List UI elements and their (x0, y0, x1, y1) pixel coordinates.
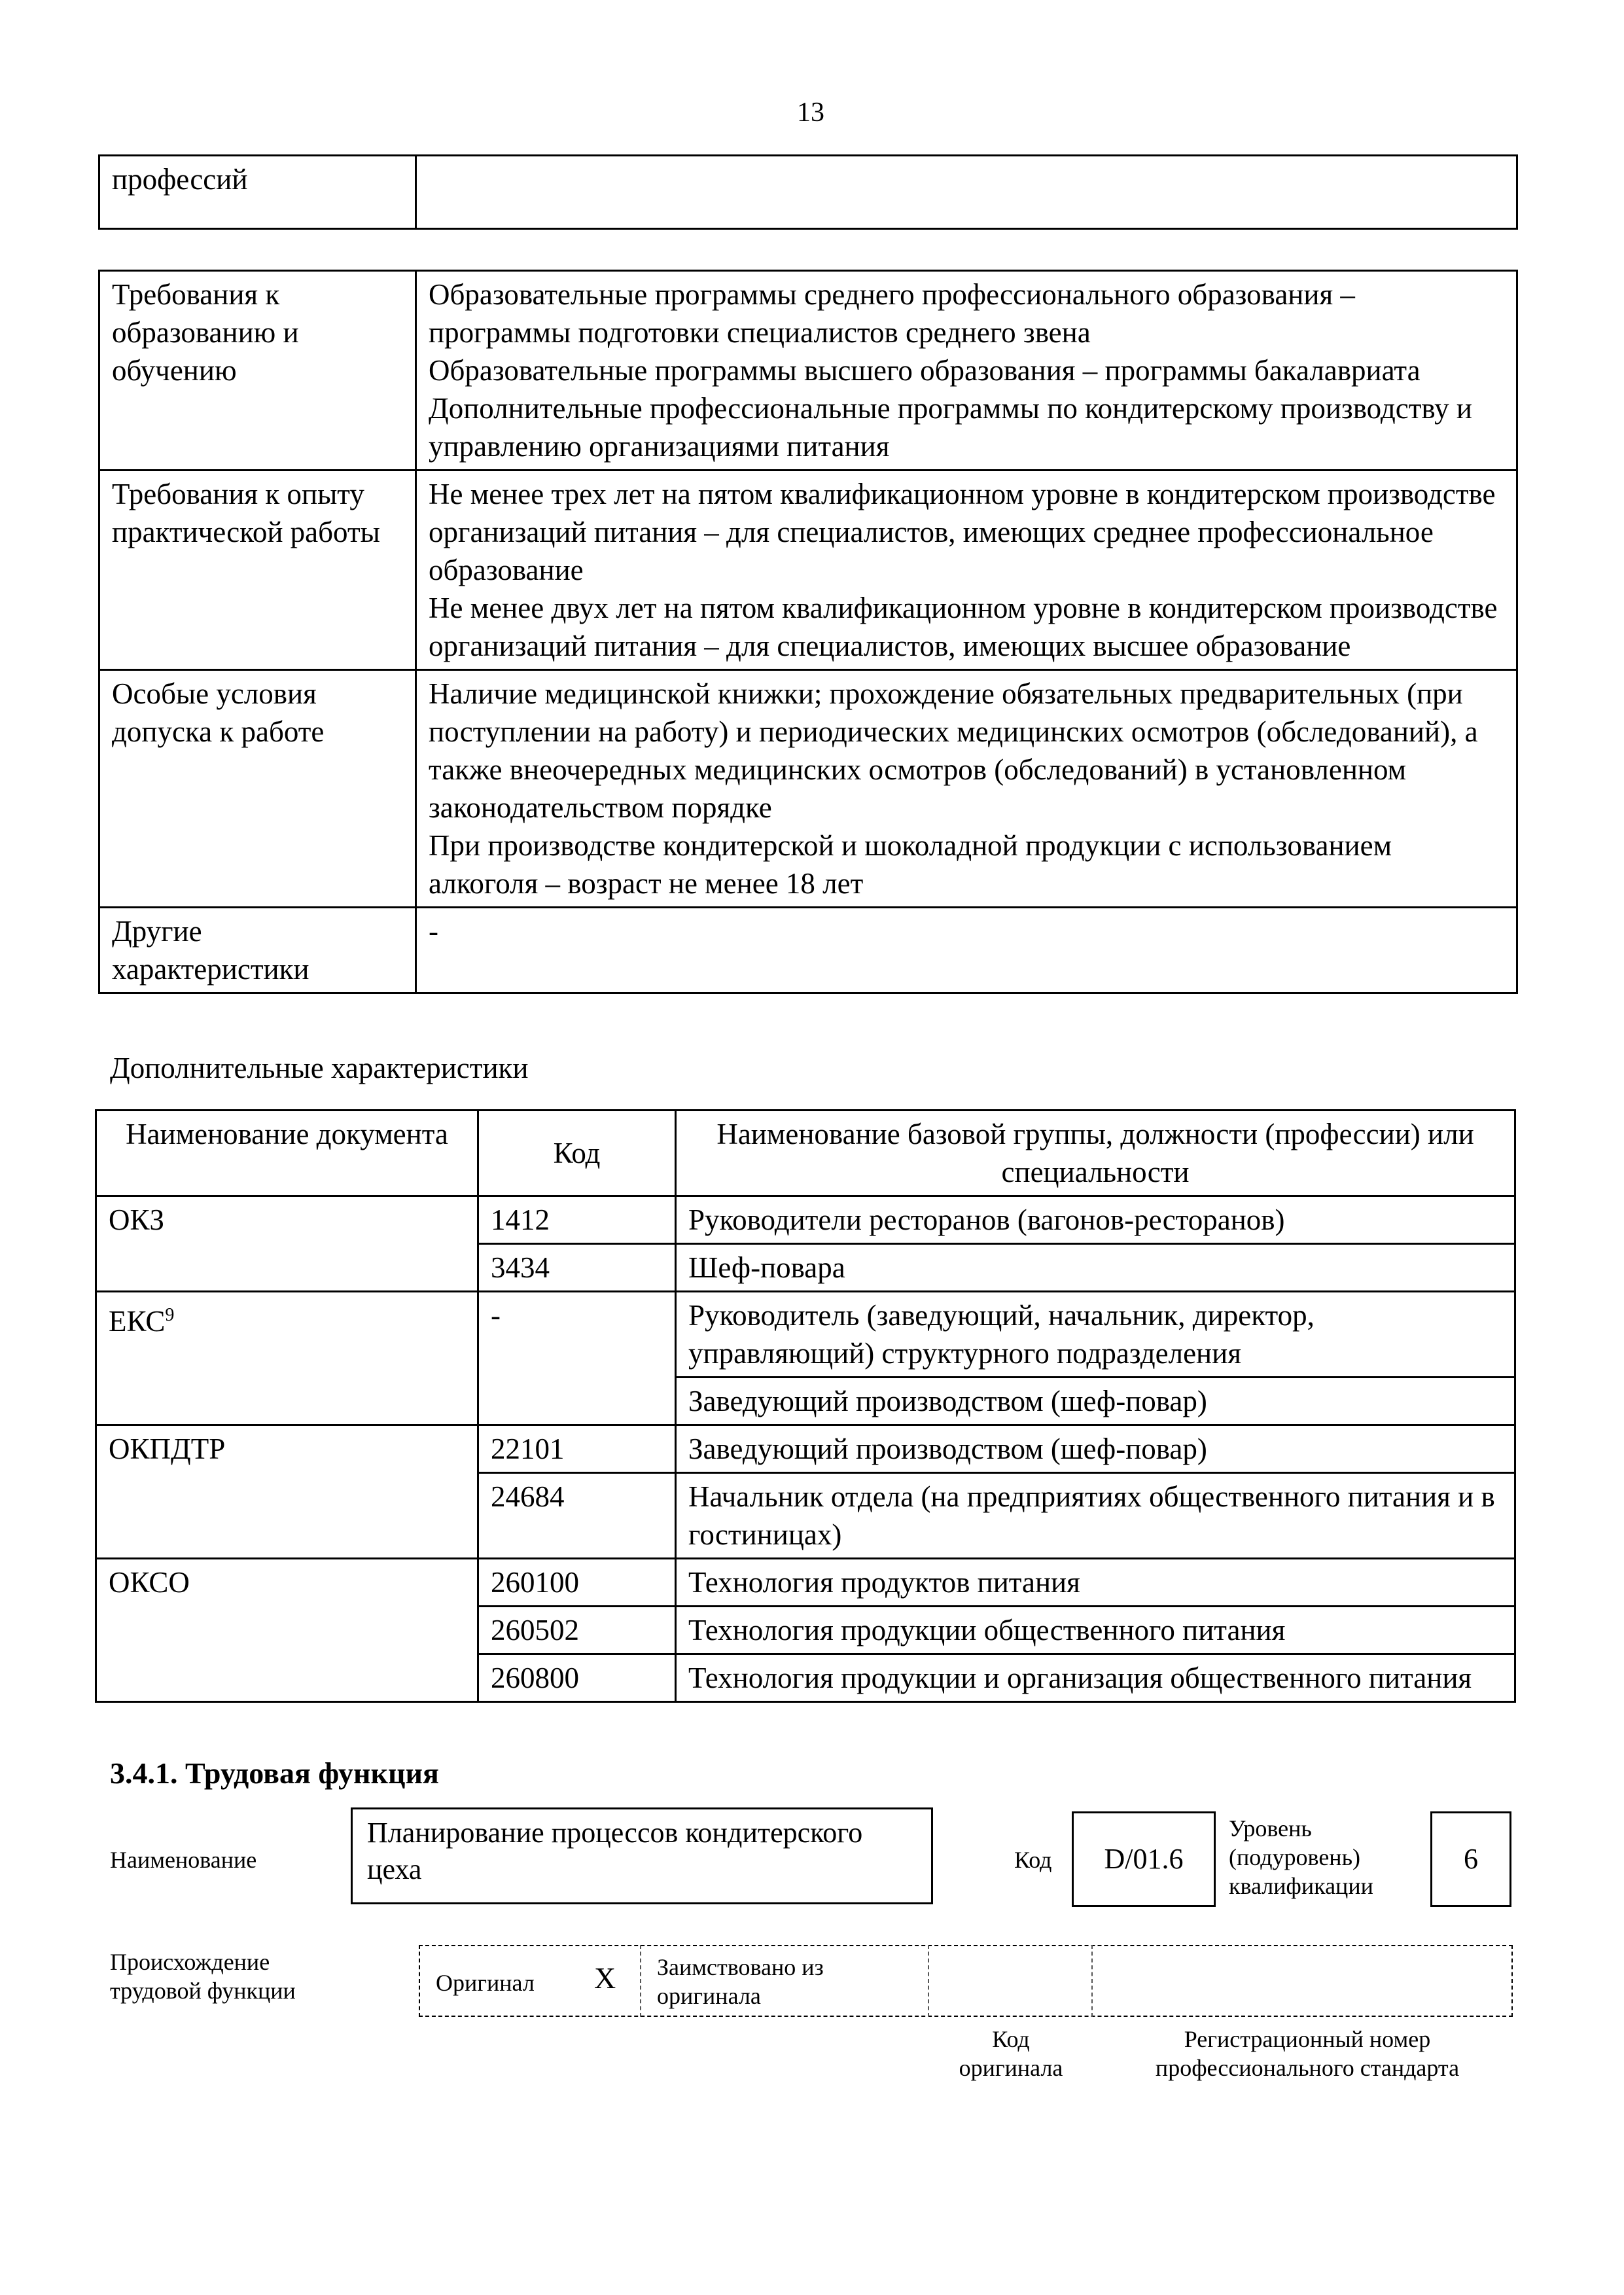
table-row (96, 1559, 1515, 1607)
code-original-caption: Код оригинала (959, 2026, 1063, 2081)
function-name-box (351, 1807, 933, 1904)
divider (1091, 1945, 1093, 2017)
value-line: Не менее двух лет на пятом квалификационном уровне в кондитерском производстве организаций питания – для специалистов, имеющих высшее образование (429, 592, 1498, 662)
original-label: Оригинал (436, 1970, 535, 1996)
origin-label: Происхождение трудовой функции (110, 1949, 296, 2004)
code-cell: 24684 (478, 1473, 676, 1559)
continuation-table (98, 154, 1518, 230)
code-cell: 260502 (478, 1607, 676, 1654)
origin-box (419, 1945, 1513, 2017)
code-label: Код (1014, 1847, 1052, 1873)
row-label: Особые условия допуска к работе (99, 670, 416, 908)
additional-title: Дополнительные характеристики (110, 1052, 529, 1084)
code-cell: 260800 (478, 1654, 676, 1702)
requirements-row-education (99, 271, 1517, 471)
row-value (416, 271, 1517, 471)
value-line: Образовательные программы высшего образования – программы бакалавриата (429, 354, 1421, 387)
value-line: - (429, 915, 438, 948)
function-name-value: Планирование процессов кондитерского цеха (367, 1817, 863, 1885)
continuation-value (416, 156, 1517, 229)
requirements-row-other (99, 908, 1517, 993)
code-value: D/01.6 (1104, 1843, 1184, 1875)
row-label: Требования к образованию и обучению (99, 271, 416, 471)
name-cell: Руководители ресторанов (вагонов-ресторанов) (676, 1196, 1515, 1244)
reg-number-caption: Регистрационный номер профессионального стандарта (1155, 2026, 1460, 2081)
code-cell: 22101 (478, 1425, 676, 1473)
continuation-label: профессий (99, 156, 416, 229)
code-cell: - (478, 1292, 676, 1425)
table-row (96, 1292, 1515, 1378)
requirements-row-special-conditions (99, 670, 1517, 908)
code-box (1072, 1811, 1216, 1907)
header-code: Код (478, 1111, 676, 1196)
page-number: 13 (797, 98, 824, 128)
level-value: 6 (1464, 1843, 1478, 1875)
code-cell: 260100 (478, 1559, 676, 1607)
name-cell: Технология продукции и организация общественного питания (676, 1654, 1515, 1702)
section-title: 3.4.1. Трудовая функция (110, 1756, 439, 1790)
name-cell: Руководитель (заведующий, начальник, директор, управляющий) структурного подразделения (676, 1292, 1515, 1378)
level-box (1430, 1811, 1511, 1907)
header-name: Наименование базовой группы, должности (профессии) или специальности (676, 1111, 1515, 1196)
doc-cell (96, 1292, 478, 1425)
name-cell: Заведующий производством (шеф-повар) (676, 1425, 1515, 1473)
footnote-mark: 9 (165, 1305, 175, 1325)
level-label: Уровень (подуровень) квалификации (1229, 1815, 1373, 1899)
doc-cell: ОКЗ (96, 1196, 478, 1292)
name-cell: Начальник отдела (на предприятиях общественного питания и в гостиницах) (676, 1473, 1515, 1559)
header-document: Наименование документа (96, 1111, 478, 1196)
requirements-table (98, 270, 1518, 994)
value-line: При производстве кондитерской и шоколадной продукции с использованием алкоголя – возраст не менее 18 лет (429, 829, 1392, 900)
table-row (96, 1425, 1515, 1473)
row-value (416, 670, 1517, 908)
divider (640, 1945, 641, 2017)
name-cell: Технология продукции общественного питания (676, 1607, 1515, 1654)
row-label: Требования к опыту практической работы (99, 471, 416, 670)
code-cell: 1412 (478, 1196, 676, 1244)
doc-cell: ОКСО (96, 1559, 478, 1702)
value-line: Не менее трех лет на пятом квалификационном уровне в кондитерском производстве организаций питания – для специалистов, имеющих среднее профессиональное образование (429, 478, 1496, 586)
divider (928, 1945, 929, 2017)
name-label: Наименование (110, 1847, 257, 1873)
additional-table (95, 1109, 1516, 1703)
row-value (416, 471, 1517, 670)
doc-cell: ОКПДТР (96, 1425, 478, 1559)
table-row (96, 1196, 1515, 1244)
name-cell: Технология продуктов питания (676, 1559, 1515, 1607)
name-cell: Заведующий производством (шеф-повар) (676, 1378, 1515, 1425)
row-label: Другие характеристики (99, 908, 416, 993)
doc-text: ЕКС (109, 1305, 166, 1338)
row-value (416, 908, 1517, 993)
value-line: Наличие медицинской книжки; прохождение обязательных предварительных (при поступлении на работу) и периодических медицинских осмотров (обследований), а также внеочередных медицинских осмотров (обследований) в установленном законодательством порядке (429, 677, 1478, 824)
code-cell: 3434 (478, 1244, 676, 1292)
requirements-row-experience (99, 471, 1517, 670)
additional-header-row (96, 1111, 1515, 1196)
borrowed-label: Заимствовано из оригинала (657, 1954, 824, 2009)
value-line: Дополнительные профессиональные программы по кондитерскому производству и управлению организациями питания (429, 392, 1472, 463)
name-cell: Шеф-повара (676, 1244, 1515, 1292)
original-mark: X (594, 1961, 616, 1995)
value-line: Образовательные программы среднего профессионального образования – программы подготовки специалистов среднего звена (429, 278, 1355, 349)
